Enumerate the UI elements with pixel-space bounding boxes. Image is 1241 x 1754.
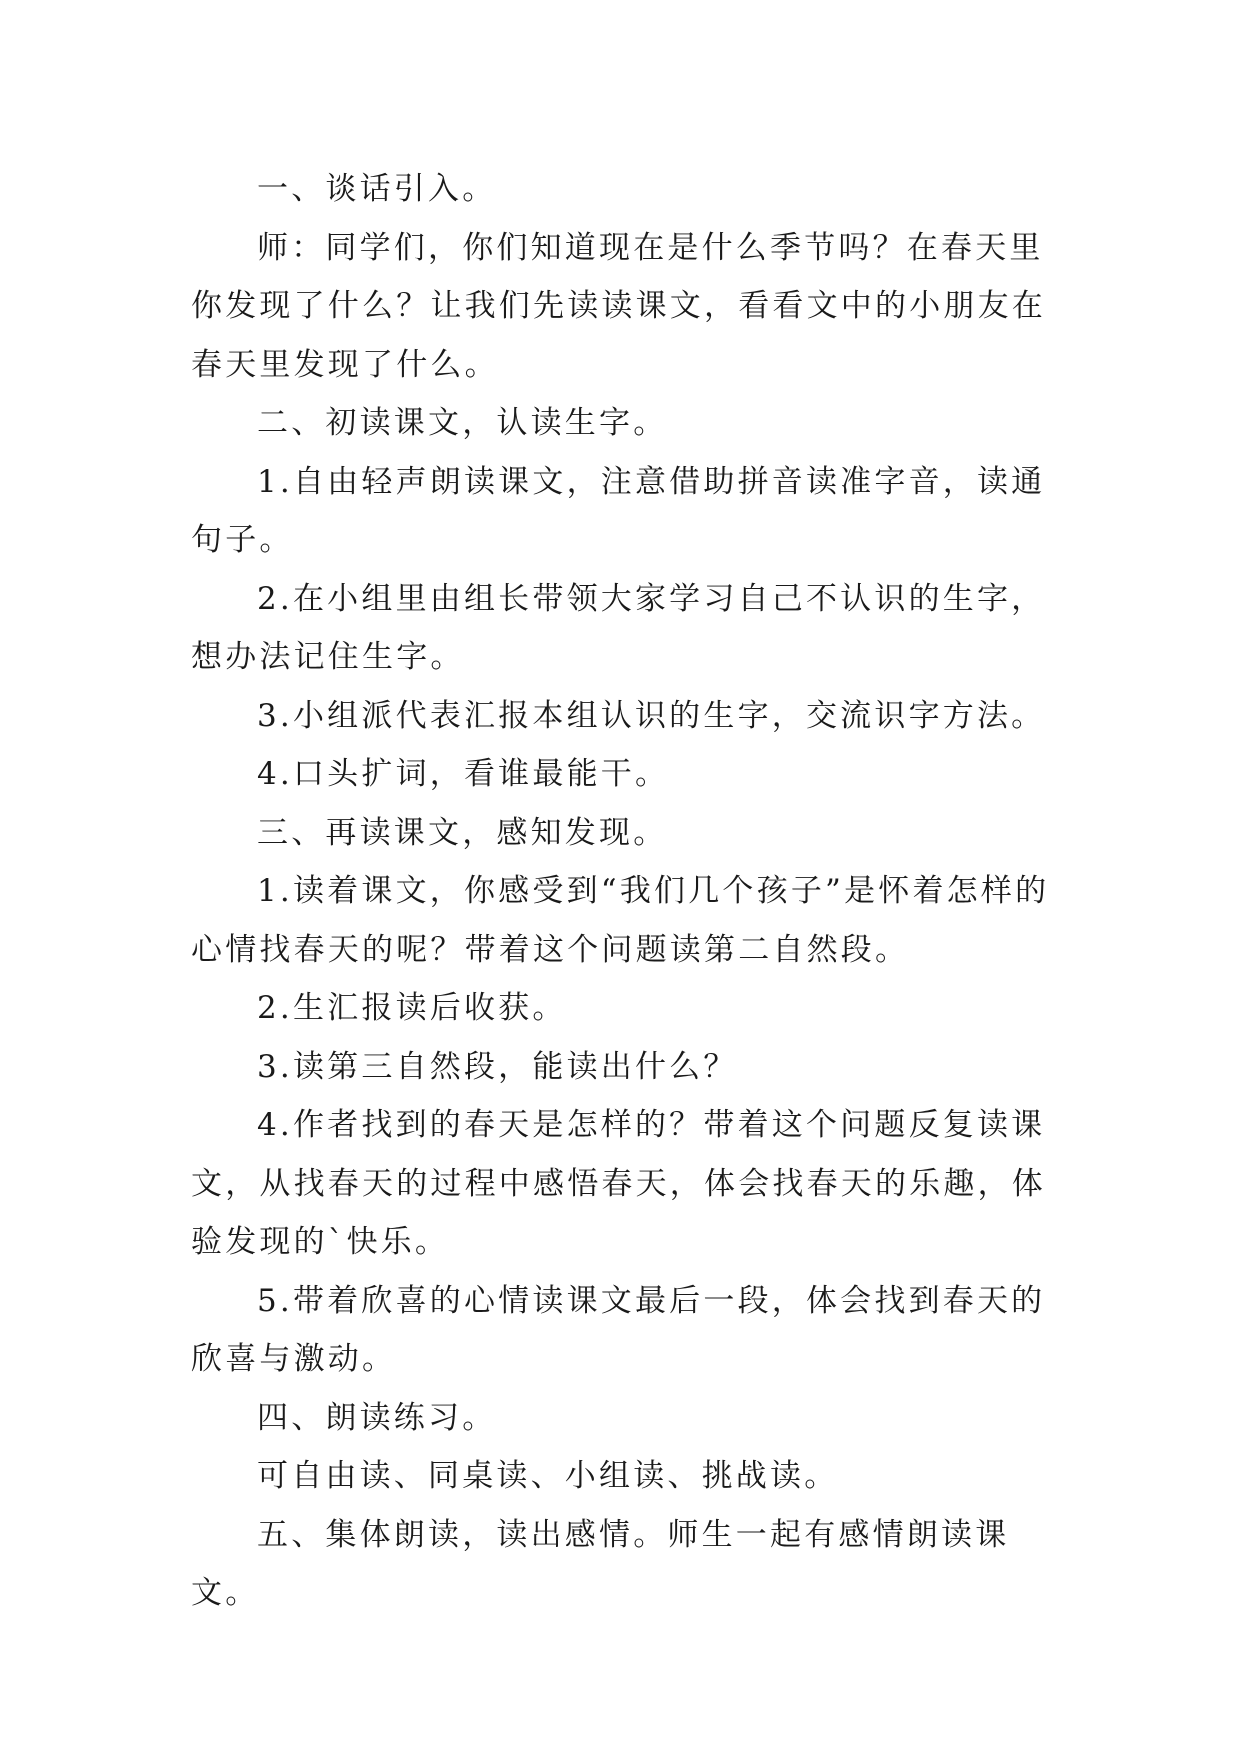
list-item: 4.口头扩词，看谁最能干。 [257, 756, 670, 792]
section-heading-4: 四、朗读练习。 [257, 1399, 497, 1436]
paragraph-reading-modes: 可自由读、同桌读、小组读、挑战读。 [257, 1458, 839, 1494]
paragraph-teacher-intro: 师：同学们，你们知道现在是什么季节吗？在春天里你发现了什么？让我们先读读课文，看看文中的小朋友在春天里发现了什么。 [191, 229, 1046, 383]
list-item: 2.生汇报读后收获。 [257, 990, 567, 1026]
list-item: 5.带着欣喜的心情读课文最后一段，体会找到春天的欣喜与激动。 [191, 1282, 1046, 1377]
section-heading-5: 五、集体朗读，读出感情。师生一起有感情朗读课文。 [191, 1516, 1010, 1611]
document-body [191, 160, 1071, 1623]
list-item: 4.作者找到的春天是怎样的？带着这个问题反复读课文，从找春天的过程中感悟春天，体会找春天的乐趣，体验发现的`快乐。 [191, 1107, 1046, 1260]
list-item: 3.读第三自然段，能读出什么？ [257, 1048, 738, 1085]
list-item: 2.在小组里由组长带领大家学习自己不认识的生字，想办法记住生字。 [191, 580, 1046, 675]
section-heading-1: 一、谈话引入。 [257, 171, 497, 207]
section-heading-3: 三、再读课文，感知发现。 [257, 814, 668, 851]
list-item: 1.自由轻声朗读课文，注意借助拼音读准字音，读通句子。 [191, 463, 1046, 558]
list-item: 3.小组派代表汇报本组认识的生字，交流识字方法。 [257, 697, 1046, 734]
section-heading-2: 二、初读课文，认读生字。 [257, 405, 668, 441]
list-item: 1.读着课文，你感受到“我们几个孩子”是怀着怎样的心情找春天的呢？带着这个问题读第二自然段。 [191, 873, 1050, 968]
